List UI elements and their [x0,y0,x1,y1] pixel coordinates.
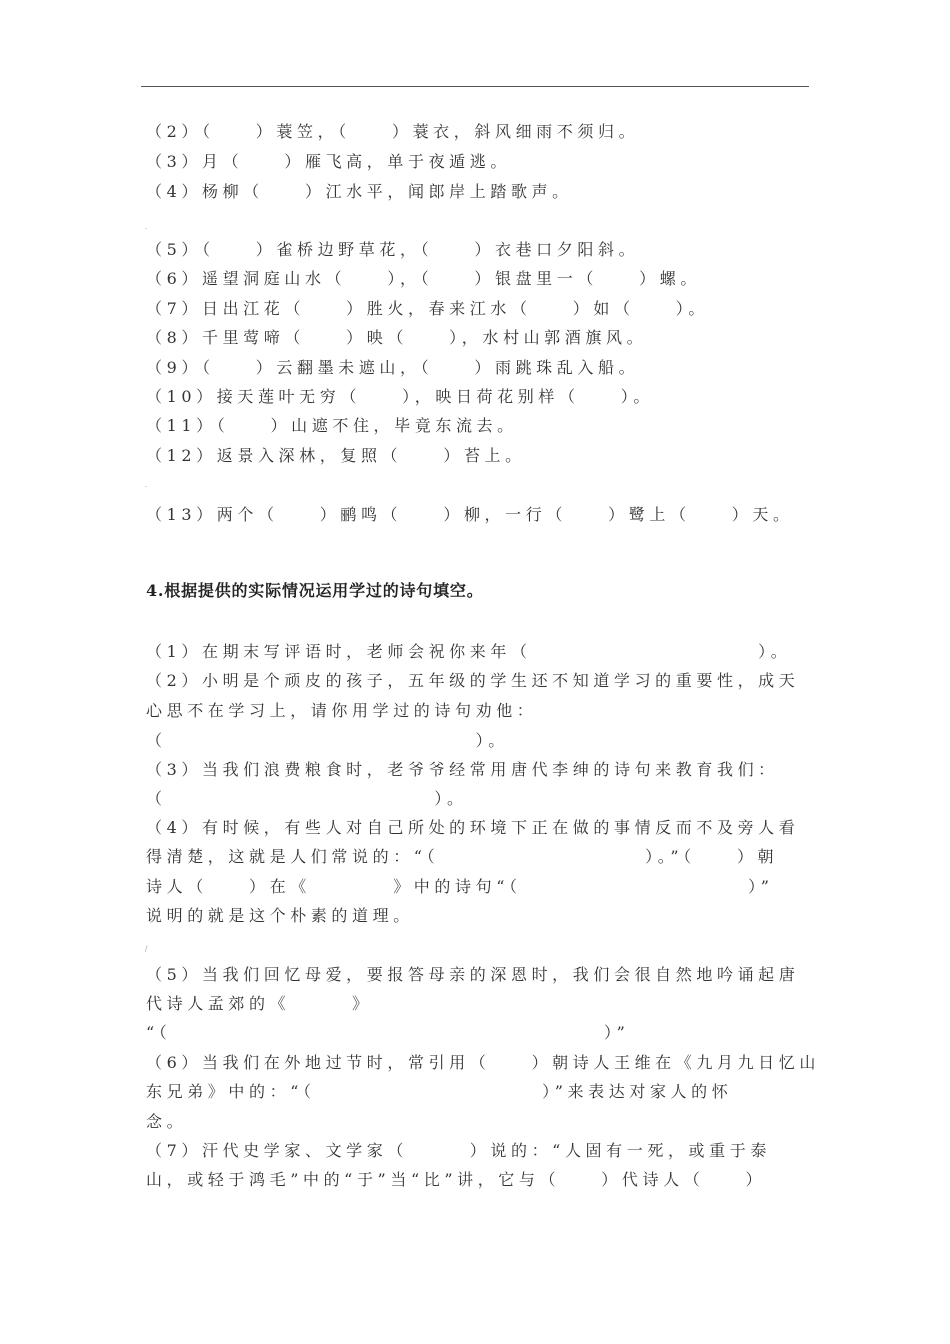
q3-item-7: （7）日出江花（ ）胜火，春来江水（ ）如（ ）。 [146,299,709,318]
q4-line: （2）小明是个顽皮的孩子，五年级的学生还不知道学习的重要性，成天 [146,671,800,690]
q3-item-10: （10）接天莲叶无穷（ ），映日荷花别样（ ）。 [146,387,654,406]
q4-line: （ ）。 [146,789,468,808]
q4-line: 山，或轻于鸿毛”中的“于”当“比”讲，它与（ ）代诗人（ ） [146,1170,767,1189]
q3-item-11: （11）（ ）山遮不住，毕竟东流去。 [146,416,518,435]
header-rule [141,86,809,87]
q3-item-6: （6）遥望洞庭山水（ ），（ ）银盘里一（ ）螺。 [146,269,701,288]
q4-line: 诗人（ ）在《 》中的诗句“（ ）” [146,877,774,896]
q4-line: （7）汗代史学家、文学家（ ）说的：“人固有一死，或重于泰 [146,1141,771,1160]
q4-line: 得清楚，这就是人们常说的：“（ ）。”（ ）朝 [146,847,779,866]
q3-item-5: （5）（ ）雀桥边野草花，（ ）衣巷口夕阳斜。 [146,240,640,259]
q4-line: 心思不在学习上，请你用学过的诗句劝他： [146,701,538,720]
q4-line: （6）当我们在外地过节时，常引用（ ）朝诗人王维在《九月九日忆山 [146,1053,820,1072]
q3-item-2: （2）（ ）蓑笠，（ ）蓑衣，斜风细雨不须归。 [146,122,640,141]
q4-line: 说明的就是这个朴素的道理。 [146,906,414,925]
q4-line: 念。 [146,1112,188,1131]
q4-line: （3）当我们浪费粮食时，老爷爷经常用唐代李绅的诗句来教育我们： [146,760,779,779]
q4-line: 东兄弟》中的：“（ ）”来表达对家人的怀 [146,1082,733,1101]
q3-item-9: （9）（ ）云翻墨未遮山，（ ）雨跳珠乱入船。 [146,358,640,377]
stray-mark: · [145,225,148,233]
q4-line: “（ ）” [146,1023,630,1042]
stray-mark: / [145,945,148,953]
q3-item-4: （4）杨柳（ ）江水平，闻郎岸上踏歌声。 [146,182,573,201]
stray-mark: · [145,483,148,491]
q4-heading: 4.根据提供的实际情况运用学过的诗句填空。 [146,581,484,600]
q4-line: （5）当我们回忆母爱，要报答母亲的深恩时，我们会很自然地吟诵起唐 [146,965,800,984]
q4-line: （1）在期末写评语时，老师会祝你来年（ ）。 [146,642,792,661]
q3-item-8: （8）千里莺啼（ ）映（ ），水村山郭酒旗风。 [146,328,648,347]
q3-item-12: （12）返景入深林，复照（ ）苔上。 [146,446,526,465]
q4-line: （4）有时候，有些人对自己所处的环境下正在做的事情反而不及旁人看 [146,818,800,837]
q3-item-13: （13）两个（ ）鹂鸣（ ）柳，一行（ ）鹭上（ ）天。 [146,505,794,524]
q4-line: 代诗人孟郊的《 》 [146,994,373,1013]
q3-item-3: （3）月（ ）雁飞高，单于夜遁逃。 [146,152,511,171]
q4-line: （ ）。 [146,731,509,750]
